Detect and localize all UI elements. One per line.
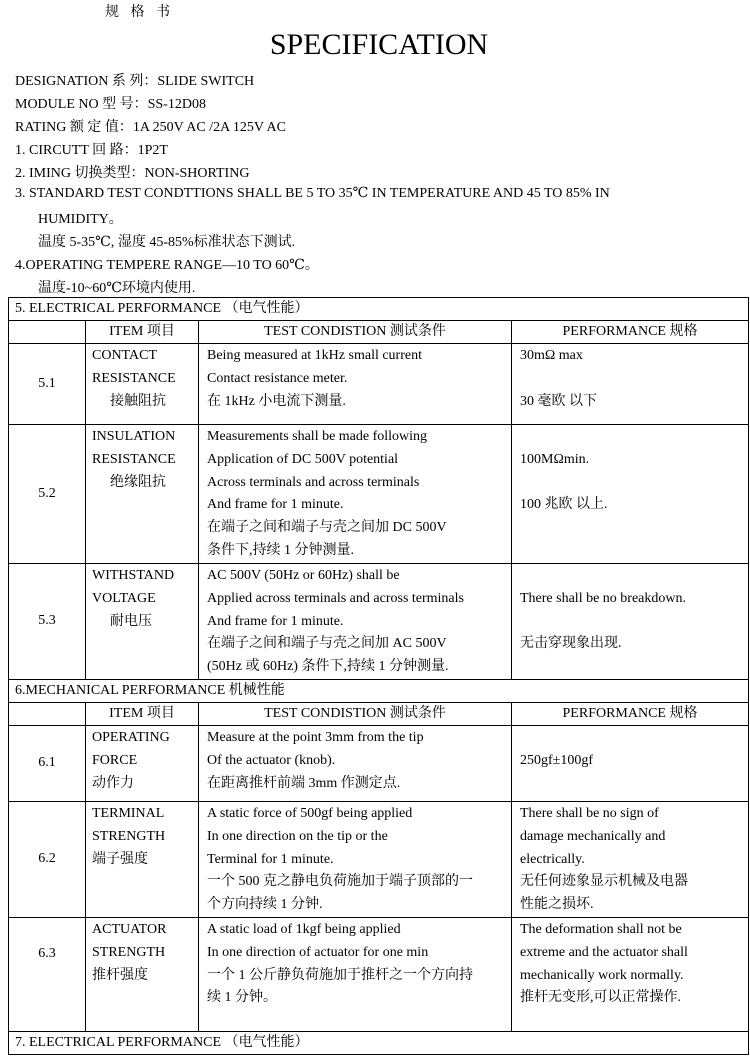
module-line: MODULE NO 型 号：SS-12D08 [15, 97, 206, 112]
performance-text: There shall be no sign of [520, 806, 659, 821]
condition-text: In one direction on the tip or the [207, 828, 388, 844]
performance-text: 推杆无变形,可以正常操作. [520, 990, 681, 1006]
standard-test-cn-line: 温度 5-35℃, 湿度 45-85%标准状态下测试. [38, 235, 296, 250]
header-performance: PERFORMANCE 规格 [512, 321, 749, 344]
performance-text: 100 兆欧 以上. [520, 497, 608, 513]
condition-text: Measurements shall be made following [207, 429, 428, 444]
item-cell [86, 726, 199, 802]
section-5-header-row [9, 321, 749, 344]
item-cell [86, 344, 199, 425]
section-5-row [9, 298, 749, 321]
section-7-row [9, 1032, 749, 1055]
section-6-row [9, 680, 749, 703]
item-text: TERMINAL [92, 806, 165, 821]
item-text-cn: 端子强度 [92, 851, 148, 867]
condition-text: Applied across terminals and across terminals [207, 590, 464, 606]
item-text: OPERATING [92, 730, 170, 745]
item-text: CONTACT [92, 348, 157, 363]
performance-text: 100MΩmin. [520, 451, 590, 467]
condition-text: 条件下,持续 1 分钟测量. [207, 542, 354, 558]
item-cell [86, 564, 199, 680]
condition-cell [199, 726, 512, 802]
header-performance: PERFORMANCE 规格 [512, 703, 749, 726]
table-row [9, 344, 749, 425]
item-text-cn: 绝缘阻抗 [110, 474, 166, 490]
top-label: 规 格 书 [105, 5, 174, 20]
condition-text: Across terminals and across terminals [207, 474, 420, 490]
condition-text: Terminal for 1 minute. [207, 851, 334, 867]
header-item: ITEM 项目 [86, 321, 199, 344]
rating-line: RATING 额 定 值：1A 250V AC /2A 125V AC [15, 120, 286, 135]
header-num-cell [9, 321, 86, 344]
performance-cell [512, 564, 749, 680]
item-text-cn: 推杆强度 [92, 967, 148, 983]
performance-text: damage mechanically and [520, 828, 666, 844]
section-6-title: 6.MECHANICAL PERFORMANCE 机械性能 [9, 680, 749, 703]
item-text: STRENGTH [92, 944, 166, 960]
condition-text: And frame for 1 minute. [207, 613, 344, 629]
row-number: 6.3 [9, 918, 86, 1032]
condition-text: Being measured at 1kHz small current [207, 348, 422, 363]
item-cell [86, 802, 199, 918]
row-number: 5.1 [9, 344, 86, 425]
performance-text: mechanically work normally. [520, 967, 684, 983]
condition-cell [199, 564, 512, 680]
item-text: VOLTAGE [92, 590, 156, 606]
table-row [9, 425, 749, 564]
table-row [9, 564, 749, 680]
performance-cell [512, 425, 749, 564]
condition-text: 个方向持续 1 分钟. [207, 897, 323, 913]
table-row [9, 802, 749, 918]
humidity-line: HUMIDITY。 [38, 212, 123, 227]
condition-text: Contact resistance meter. [207, 370, 348, 386]
header-condition: TEST CONDISTION 测试条件 [199, 321, 512, 344]
condition-text: 在端子之间和端子与壳之间加 DC 500V [207, 520, 447, 536]
item-text-cn: 动作力 [92, 775, 134, 791]
item-text: WITHSTAND [92, 568, 175, 583]
table-row [9, 918, 749, 1032]
header-item: ITEM 项目 [86, 703, 199, 726]
condition-cell [199, 918, 512, 1032]
operating-temp-line: 4.OPERATING TEMPERE RANGE—10 TO 60℃。 [15, 258, 319, 273]
section-5-title: 5. ELECTRICAL PERFORMANCE （电气性能） [9, 298, 749, 321]
row-number: 6.2 [9, 802, 86, 918]
condition-text: 续 1 分钟。 [207, 990, 277, 1006]
section-6-header-row [9, 703, 749, 726]
performance-text: electrically. [520, 851, 585, 867]
item-cell [86, 425, 199, 564]
table-row [9, 726, 749, 802]
item-text: ACTUATOR [92, 922, 167, 937]
performance-text: 30mΩ max [520, 348, 583, 363]
item-text: RESISTANCE [92, 370, 176, 386]
condition-text: And frame for 1 minute. [207, 497, 344, 513]
condition-text: Application of DC 500V potential [207, 451, 399, 467]
item-text: STRENGTH [92, 828, 166, 844]
condition-cell [199, 344, 512, 425]
condition-text: AC 500V (50Hz or 60Hz) shall be [207, 568, 400, 583]
performance-text: The deformation shall not be [520, 922, 682, 937]
item-text: RESISTANCE [92, 451, 176, 467]
item-text: INSULATION [92, 429, 176, 444]
timing-line: 2. IMING 切换类型：NON-SHORTING [15, 166, 250, 181]
designation-line: DESIGNATION 系 列：SLIDE SWITCH [15, 74, 255, 89]
page-title: SPECIFICATION [269, 28, 489, 61]
condition-text: Of the actuator (knob). [207, 752, 336, 768]
performance-cell [512, 726, 749, 802]
condition-cell [199, 425, 512, 564]
performance-text: 无任何迹象显示机械及电器 [520, 874, 688, 890]
condition-text: 在 1kHz 小电流下测量. [207, 393, 346, 409]
performance-text: 性能之损坏. [520, 897, 594, 913]
item-cell [86, 918, 199, 1032]
section-7-title: 7. ELECTRICAL PERFORMANCE （电气性能） [9, 1032, 749, 1055]
condition-text: A static force of 500gf being applied [207, 806, 413, 821]
performance-text: 无击穿现象出现. [520, 636, 622, 652]
condition-text: A static load of 1kgf being applied [207, 922, 401, 937]
performance-text: extreme and the actuator shall [520, 944, 688, 960]
condition-cell [199, 802, 512, 918]
performance-cell [512, 918, 749, 1032]
header-condition: TEST CONDISTION 测试条件 [199, 703, 512, 726]
item-text: FORCE [92, 752, 138, 768]
item-text-cn: 耐电压 [110, 613, 152, 629]
row-number: 5.2 [9, 425, 86, 564]
spec-table [8, 297, 749, 1055]
row-number: 5.3 [9, 564, 86, 680]
condition-text: 在距离推杆前端 3mm 作测定点. [207, 775, 401, 791]
condition-text: 一个 500 克之静电负荷施加于端子顶部的一 [207, 874, 473, 890]
condition-text: In one direction of actuator for one min [207, 944, 429, 960]
performance-text: 250gf±100gf [520, 752, 594, 768]
header-num-cell [9, 703, 86, 726]
item-text-cn: 接触阻抗 [110, 393, 166, 409]
performance-text: There shall be no breakdown. [520, 590, 686, 606]
performance-text: 30 毫欧 以下 [520, 393, 597, 409]
operating-temp-cn-line: 温度-10~60℃环境内使用. [38, 281, 196, 296]
standard-test-line: 3. STANDARD TEST CONDTTIONS SHALL BE 5 TO 35℃ IN TEMPERATURE AND 45 TO 85% IN [15, 186, 610, 201]
performance-cell [512, 344, 749, 425]
row-number: 6.1 [9, 726, 86, 802]
condition-text: (50Hz 或 60Hz) 条件下,持续 1 分钟测量. [207, 659, 449, 675]
condition-text: Measure at the point 3mm from the tip [207, 730, 424, 745]
performance-cell [512, 802, 749, 918]
condition-text: 一个 1 公斤静负荷施加于推杆之一个方向持 [207, 967, 473, 983]
condition-text: 在端子之间和端子与壳之间加 AC 500V [207, 636, 447, 652]
circuit-line: 1. CIRCUTT 回 路：1P2T [15, 143, 168, 158]
